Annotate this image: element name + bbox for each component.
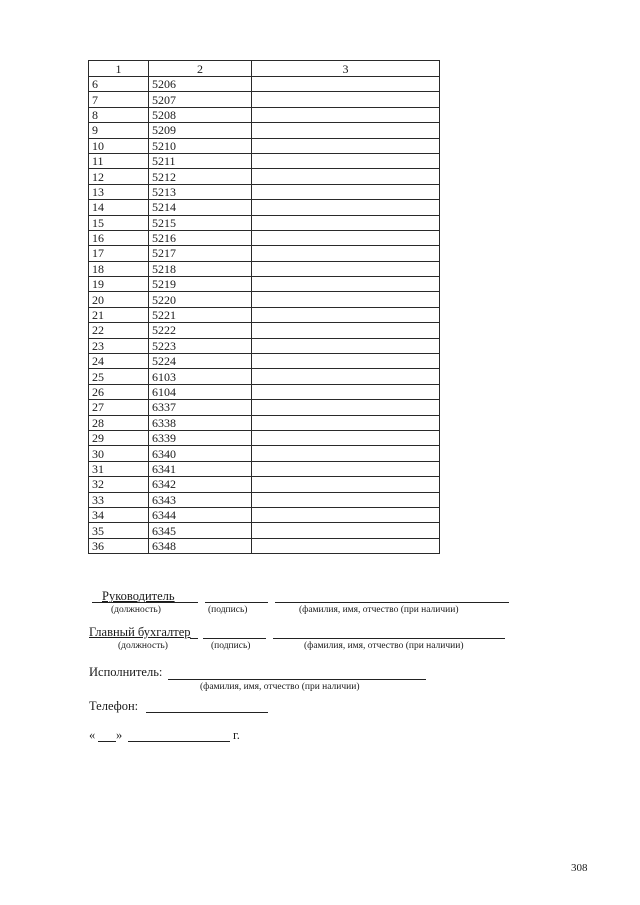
- row-number-cell: 32: [89, 477, 149, 492]
- empty-cell: [252, 446, 440, 461]
- table-row: [89, 153, 440, 168]
- row-number-cell: 27: [89, 400, 149, 415]
- row-number-cell: 22: [89, 323, 149, 338]
- head-caption-position: (должность): [111, 605, 161, 615]
- table-header-row: [89, 61, 440, 77]
- chief-accountant-title: Главный бухгалтер: [89, 625, 191, 639]
- codes-table: [88, 60, 440, 554]
- empty-cell: [252, 538, 440, 553]
- date-month-line: [128, 741, 230, 742]
- table-row: [89, 92, 440, 107]
- row-number-cell: 31: [89, 461, 149, 476]
- empty-cell: [252, 477, 440, 492]
- row-number-cell: 33: [89, 492, 149, 507]
- table-row: [89, 507, 440, 522]
- empty-cell: [252, 169, 440, 184]
- table-row: [89, 123, 440, 138]
- table-row: [89, 446, 440, 461]
- empty-cell: [252, 400, 440, 415]
- code-cell: 5211: [149, 153, 252, 168]
- code-cell: 5217: [149, 246, 252, 261]
- row-number-cell: 9: [89, 123, 149, 138]
- empty-cell: [252, 277, 440, 292]
- table-row: [89, 77, 440, 92]
- row-number-cell: 19: [89, 277, 149, 292]
- chief-caption-fio: (фамилия, имя, отчество (при наличии): [304, 641, 464, 651]
- table-row: [89, 415, 440, 430]
- empty-cell: [252, 184, 440, 199]
- head-caption-signature: (подпись): [208, 605, 248, 615]
- table-row: [89, 277, 440, 292]
- code-cell: 5223: [149, 338, 252, 353]
- row-number-cell: 6: [89, 77, 149, 92]
- row-number-cell: 34: [89, 507, 149, 522]
- code-cell: 5209: [149, 123, 252, 138]
- empty-cell: [252, 292, 440, 307]
- row-number-cell: 11: [89, 153, 149, 168]
- table-row: [89, 477, 440, 492]
- executor-label: Исполнитель:: [89, 665, 163, 679]
- code-cell: 5214: [149, 200, 252, 215]
- table-row: [89, 138, 440, 153]
- row-number-cell: 15: [89, 215, 149, 230]
- empty-cell: [252, 323, 440, 338]
- table-row: [89, 323, 440, 338]
- table-row: [89, 169, 440, 184]
- table-row: [89, 492, 440, 507]
- date-close-quote: »: [116, 728, 123, 742]
- table-row: [89, 523, 440, 538]
- code-cell: 5213: [149, 184, 252, 199]
- empty-cell: [252, 215, 440, 230]
- code-cell: 5215: [149, 215, 252, 230]
- row-number-cell: 13: [89, 184, 149, 199]
- code-cell: 6344: [149, 507, 252, 522]
- phone-label: Телефон:: [89, 699, 139, 713]
- empty-cell: [252, 138, 440, 153]
- empty-cell: [252, 92, 440, 107]
- table-row: [89, 384, 440, 399]
- table-row: [89, 107, 440, 122]
- date-day-line: [98, 741, 116, 742]
- head-title: Руководитель: [102, 589, 175, 603]
- executor-line: [168, 679, 426, 680]
- row-number-cell: 17: [89, 246, 149, 261]
- table-row: [89, 430, 440, 445]
- header-col-2: 2: [149, 61, 252, 77]
- table-row: [89, 184, 440, 199]
- empty-cell: [252, 123, 440, 138]
- empty-cell: [252, 246, 440, 261]
- chief-signature-line: [203, 638, 266, 639]
- row-number-cell: 28: [89, 415, 149, 430]
- table-row: [89, 200, 440, 215]
- code-cell: 5220: [149, 292, 252, 307]
- head-signature-line: [205, 602, 268, 603]
- empty-cell: [252, 307, 440, 322]
- table-row: [89, 461, 440, 476]
- code-cell: 6339: [149, 430, 252, 445]
- table-row: [89, 400, 440, 415]
- chief-position-line: [190, 638, 198, 639]
- code-cell: 5224: [149, 354, 252, 369]
- header-col-1: 1: [89, 61, 149, 77]
- code-cell: 6345: [149, 523, 252, 538]
- phone-line: [146, 712, 268, 713]
- chief-fio-line: [273, 638, 505, 639]
- code-cell: 5210: [149, 138, 252, 153]
- row-number-cell: 7: [89, 92, 149, 107]
- empty-cell: [252, 461, 440, 476]
- empty-cell: [252, 492, 440, 507]
- code-cell: 5216: [149, 230, 252, 245]
- code-cell: 6341: [149, 461, 252, 476]
- row-number-cell: 12: [89, 169, 149, 184]
- row-number-cell: 20: [89, 292, 149, 307]
- code-cell: 6103: [149, 369, 252, 384]
- table-row: [89, 338, 440, 353]
- row-number-cell: 10: [89, 138, 149, 153]
- chief-caption-position: (должность): [118, 641, 168, 651]
- row-number-cell: 25: [89, 369, 149, 384]
- code-cell: 5208: [149, 107, 252, 122]
- table-row: [89, 354, 440, 369]
- code-cell: 6340: [149, 446, 252, 461]
- row-number-cell: 21: [89, 307, 149, 322]
- empty-cell: [252, 384, 440, 399]
- header-col-3: 3: [252, 61, 440, 77]
- table-row: [89, 261, 440, 276]
- row-number-cell: 35: [89, 523, 149, 538]
- table-row: [89, 246, 440, 261]
- empty-cell: [252, 338, 440, 353]
- empty-cell: [252, 430, 440, 445]
- code-cell: 5206: [149, 77, 252, 92]
- table-row: [89, 215, 440, 230]
- code-cell: 5222: [149, 323, 252, 338]
- empty-cell: [252, 153, 440, 168]
- table-row: [89, 292, 440, 307]
- head-caption-fio: (фамилия, имя, отчество (при наличии): [299, 605, 459, 615]
- row-number-cell: 26: [89, 384, 149, 399]
- table-row: [89, 230, 440, 245]
- empty-cell: [252, 261, 440, 276]
- empty-cell: [252, 523, 440, 538]
- table-row: [89, 538, 440, 553]
- executor-caption-fio: (фамилия, имя, отчество (при наличии): [200, 682, 360, 692]
- code-cell: 6342: [149, 477, 252, 492]
- row-number-cell: 24: [89, 354, 149, 369]
- code-cell: 6104: [149, 384, 252, 399]
- code-cell: 6348: [149, 538, 252, 553]
- row-number-cell: 18: [89, 261, 149, 276]
- row-number-cell: 16: [89, 230, 149, 245]
- code-cell: 5218: [149, 261, 252, 276]
- empty-cell: [252, 230, 440, 245]
- code-cell: 5212: [149, 169, 252, 184]
- code-cell: 6343: [149, 492, 252, 507]
- code-cell: 5219: [149, 277, 252, 292]
- code-cell: 6337: [149, 400, 252, 415]
- empty-cell: [252, 354, 440, 369]
- empty-cell: [252, 369, 440, 384]
- table-row: [89, 369, 440, 384]
- row-number-cell: 29: [89, 430, 149, 445]
- row-number-cell: 30: [89, 446, 149, 461]
- head-fio-line: [275, 602, 509, 603]
- empty-cell: [252, 415, 440, 430]
- code-cell: 5221: [149, 307, 252, 322]
- row-number-cell: 23: [89, 338, 149, 353]
- empty-cell: [252, 200, 440, 215]
- row-number-cell: 36: [89, 538, 149, 553]
- code-cell: 6338: [149, 415, 252, 430]
- date-year-suffix: г.: [233, 728, 240, 742]
- row-number-cell: 14: [89, 200, 149, 215]
- table-row: [89, 307, 440, 322]
- empty-cell: [252, 507, 440, 522]
- empty-cell: [252, 107, 440, 122]
- chief-caption-signature: (подпись): [211, 641, 251, 651]
- code-cell: 5207: [149, 92, 252, 107]
- page-number: 308: [571, 862, 588, 874]
- date-open-quote: «: [89, 728, 96, 742]
- row-number-cell: 8: [89, 107, 149, 122]
- empty-cell: [252, 77, 440, 92]
- head-position-line: [92, 602, 198, 603]
